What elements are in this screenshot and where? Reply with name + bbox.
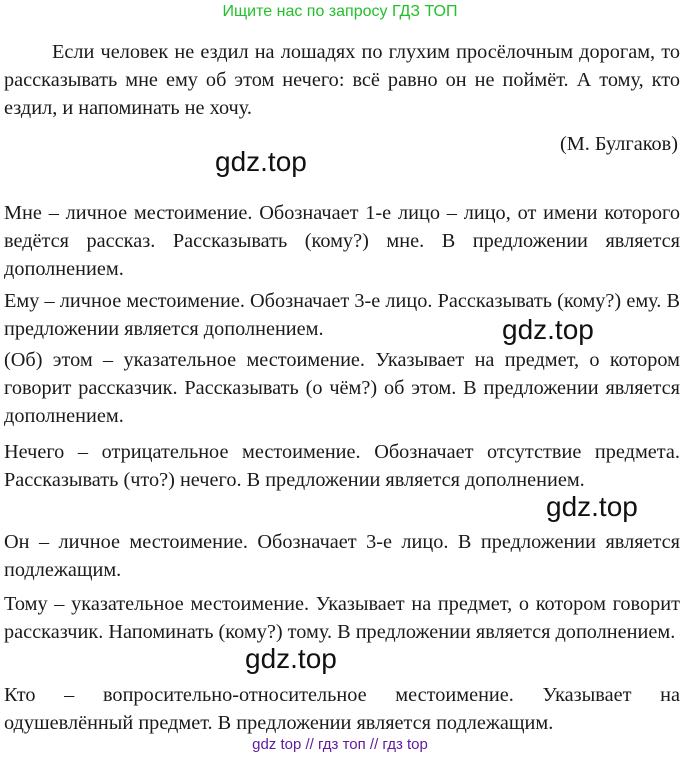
paragraph-etom: (Об) этом – указательное местоимение. Указывает на предмет, о котором говорит рассказчик. Рассказывать (о чём?) об этом. В предложении является дополнением.	[4, 349, 680, 427]
bottom-banner: gdz top // гдз топ // гдз top	[252, 736, 428, 753]
top-banner: Ищите нас по запросу ГДЗ ТОП	[222, 3, 458, 20]
watermark: gdz.top	[245, 643, 337, 674]
paragraph-mne: Мне – личное местоимение. Обозначает 1-е лицо – лицо, от имени которого ведётся рассказ. Рассказывать (кому?) мне. В предложении является дополнением.	[4, 202, 680, 280]
watermark: gdz.top	[215, 146, 307, 177]
epigraph-text: Если человек не ездил на лошадях по глухим просёлочным дорогам, то рассказывать мне ему об этом нечего: всё равно он не поймёт. А тому, кто ездил, и напоминать не хочу.	[4, 41, 680, 119]
paragraph-emu: Ему – личное местоимение. Обозначает 3-е лицо. Рассказывать (кому?) ему. В предложении является дополнением.	[4, 290, 680, 340]
watermark: gdz.top	[502, 314, 594, 345]
paragraph-tomu: Тому – указательное местоимение. Указывает на предмет, о котором говорит рассказчик. Напоминать (кому?) тому. В предложении является дополнением.	[4, 593, 680, 643]
paragraph-nechego: Нечего – отрицательное местоимение. Обозначает отсутствие предмета. Рассказывать (что?) нечего. В предложении является дополнением.	[4, 441, 680, 491]
epigraph-author: (М. Булгаков)	[559, 133, 678, 155]
paragraph-on: Он – личное местоимение. Обозначает 3-е лицо. В предложении является подлежащим.	[4, 531, 680, 581]
paragraph-kto: Кто – вопросительно-относительное местоимение. Указывает на одушевлённый предмет. В предложении является подлежащим.	[4, 684, 680, 734]
watermark: gdz.top	[546, 491, 638, 522]
